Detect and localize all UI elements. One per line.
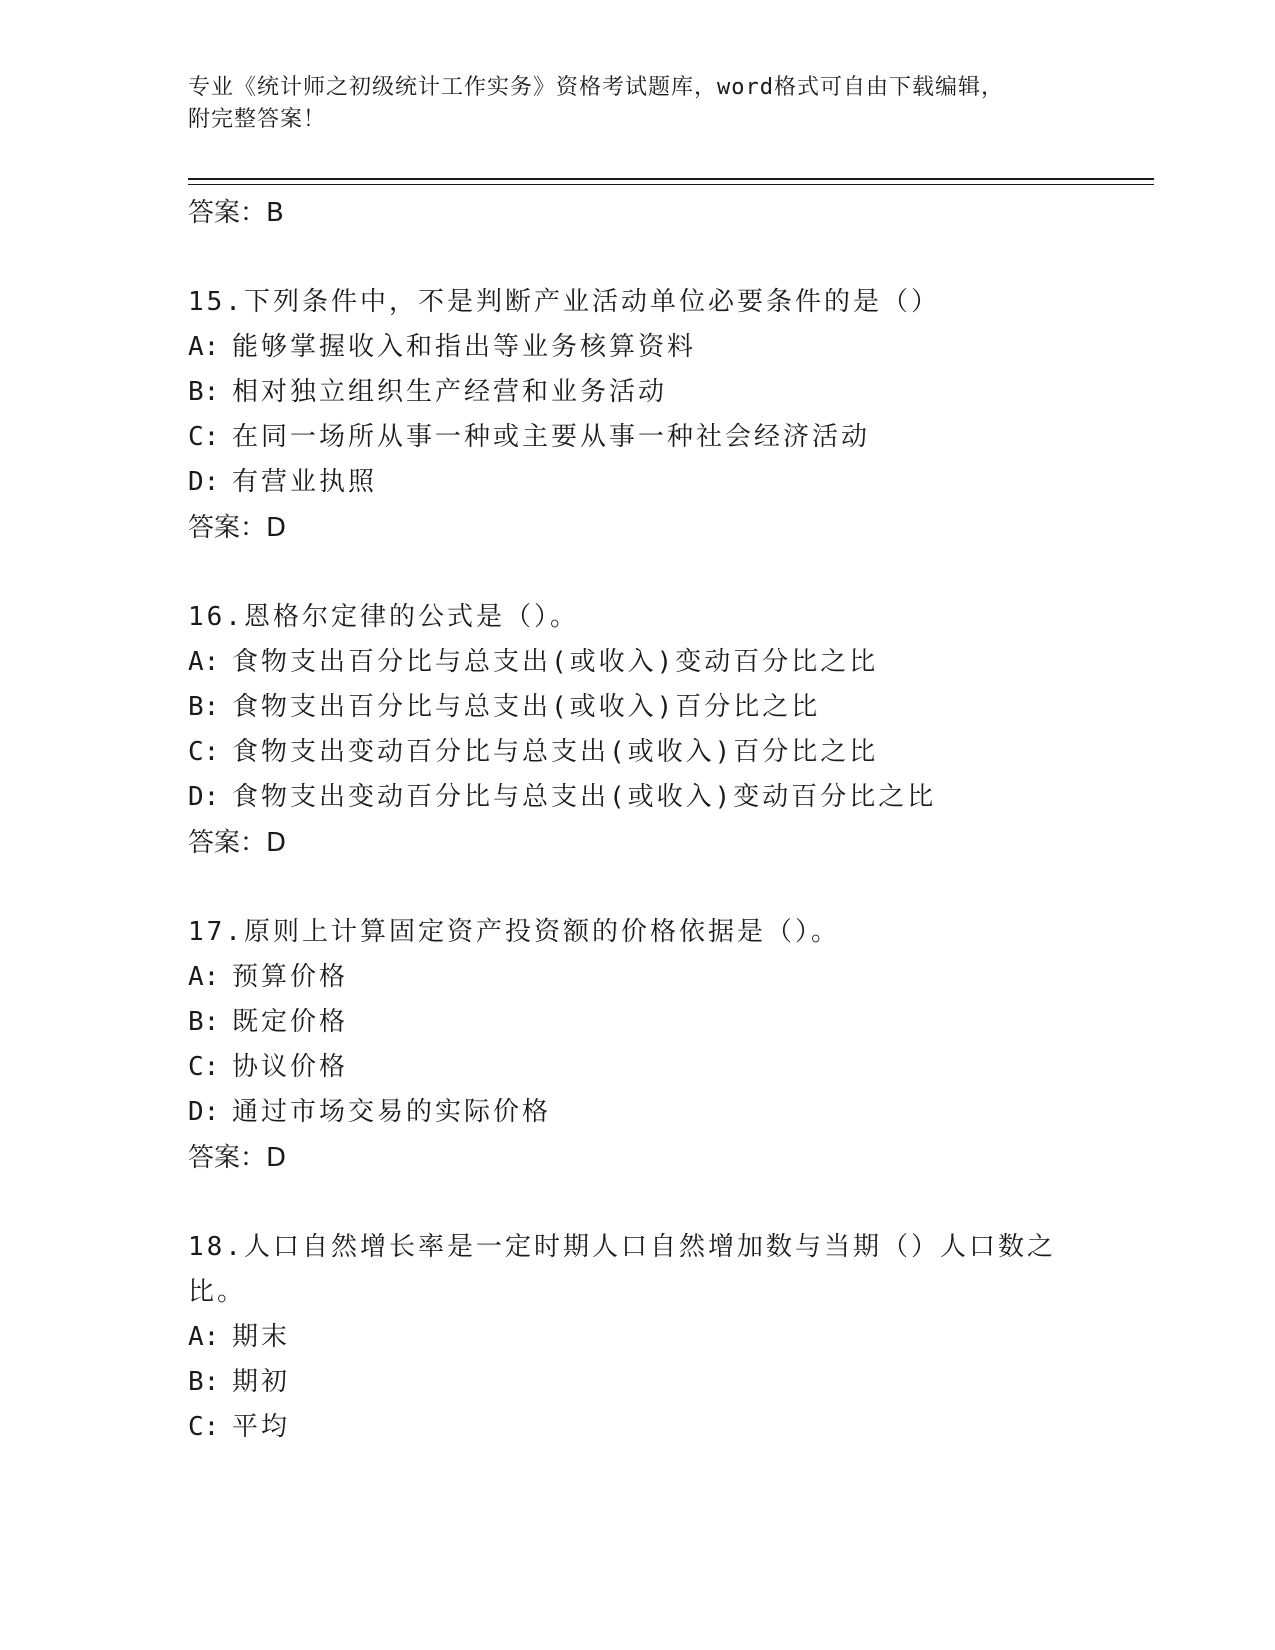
option-letter: D: bbox=[188, 467, 220, 497]
option-letter: D: bbox=[188, 782, 220, 812]
header-line-2: 附完整答案！ bbox=[188, 107, 327, 132]
option-a bbox=[188, 955, 1088, 1000]
question-block bbox=[188, 595, 1088, 866]
option-c bbox=[188, 1045, 1088, 1090]
header-divider bbox=[188, 178, 1154, 180]
option-text: 在同一场所从事一种或主要从事一种社会经济活动 bbox=[232, 422, 871, 452]
option-c bbox=[188, 1405, 1088, 1450]
option-text: 食物支出百分比与总支出(或收入)变动百分比之比 bbox=[232, 647, 879, 677]
answer-line: 答案：B bbox=[188, 198, 284, 228]
option-d bbox=[188, 1090, 1088, 1135]
option-a bbox=[188, 640, 1088, 685]
option-letter: B: bbox=[188, 377, 220, 407]
option-a bbox=[188, 1315, 1088, 1360]
option-text: 期初 bbox=[232, 1367, 291, 1397]
option-d bbox=[188, 775, 1088, 820]
option-c bbox=[188, 415, 1088, 460]
option-b bbox=[188, 370, 1088, 415]
option-c bbox=[188, 730, 1088, 775]
option-letter: B: bbox=[188, 1367, 220, 1397]
header-line-1: 专业《统计师之初级统计工作实务》资格考试题库，word格式可自由下载编辑， bbox=[188, 75, 1004, 100]
option-letter: C: bbox=[188, 422, 220, 452]
header-divider-thin bbox=[188, 184, 1154, 185]
option-letter: C: bbox=[188, 737, 220, 767]
option-text: 食物支出百分比与总支出(或收入)百分比之比 bbox=[232, 692, 821, 722]
option-letter: C: bbox=[188, 1052, 220, 1082]
option-text: 期末 bbox=[232, 1322, 291, 1352]
option-text: 通过市场交易的实际价格 bbox=[232, 1097, 552, 1127]
answer-line: 答案：D bbox=[188, 513, 287, 543]
option-text: 协议价格 bbox=[232, 1052, 349, 1082]
option-text: 能够掌握收入和指出等业务核算资料 bbox=[232, 332, 697, 362]
option-text: 平均 bbox=[232, 1412, 291, 1442]
answer-line: 答案：D bbox=[188, 828, 287, 858]
option-d bbox=[188, 460, 1088, 505]
option-text: 食物支出变动百分比与总支出(或收入)变动百分比之比 bbox=[232, 782, 937, 812]
option-text: 食物支出变动百分比与总支出(或收入)百分比之比 bbox=[232, 737, 879, 767]
option-letter: B: bbox=[188, 1007, 220, 1037]
question-block bbox=[188, 280, 1088, 551]
document-header bbox=[188, 72, 1088, 136]
option-letter: A: bbox=[188, 332, 220, 362]
option-letter: A: bbox=[188, 1322, 220, 1352]
option-letter: B: bbox=[188, 692, 220, 722]
question-block bbox=[188, 910, 1088, 1181]
option-letter: A: bbox=[188, 962, 220, 992]
option-text: 预算价格 bbox=[232, 962, 349, 992]
option-b bbox=[188, 685, 1088, 730]
option-b bbox=[188, 1000, 1088, 1045]
option-b bbox=[188, 1360, 1088, 1405]
answer-line: 答案：D bbox=[188, 1143, 287, 1173]
question-list bbox=[188, 190, 1088, 1450]
question-text: 15.下列条件中，不是判断产业活动单位必要条件的是（） bbox=[188, 287, 940, 317]
option-text: 相对独立组织生产经营和业务活动 bbox=[232, 377, 668, 407]
option-letter: A: bbox=[188, 647, 220, 677]
question-block bbox=[188, 1225, 1088, 1450]
question-text: 16.恩格尔定律的公式是（）。 bbox=[188, 602, 579, 632]
option-text: 既定价格 bbox=[232, 1007, 349, 1037]
option-text: 有营业执照 bbox=[232, 467, 378, 497]
option-a bbox=[188, 325, 1088, 370]
question-text: 18.人口自然增长率是一定时期人口自然增加数与当期（）人口数之比。 bbox=[188, 1232, 1056, 1307]
option-letter: D: bbox=[188, 1097, 220, 1127]
question-text: 17.原则上计算固定资产投资额的价格依据是（）。 bbox=[188, 917, 840, 947]
option-letter: C: bbox=[188, 1412, 220, 1442]
